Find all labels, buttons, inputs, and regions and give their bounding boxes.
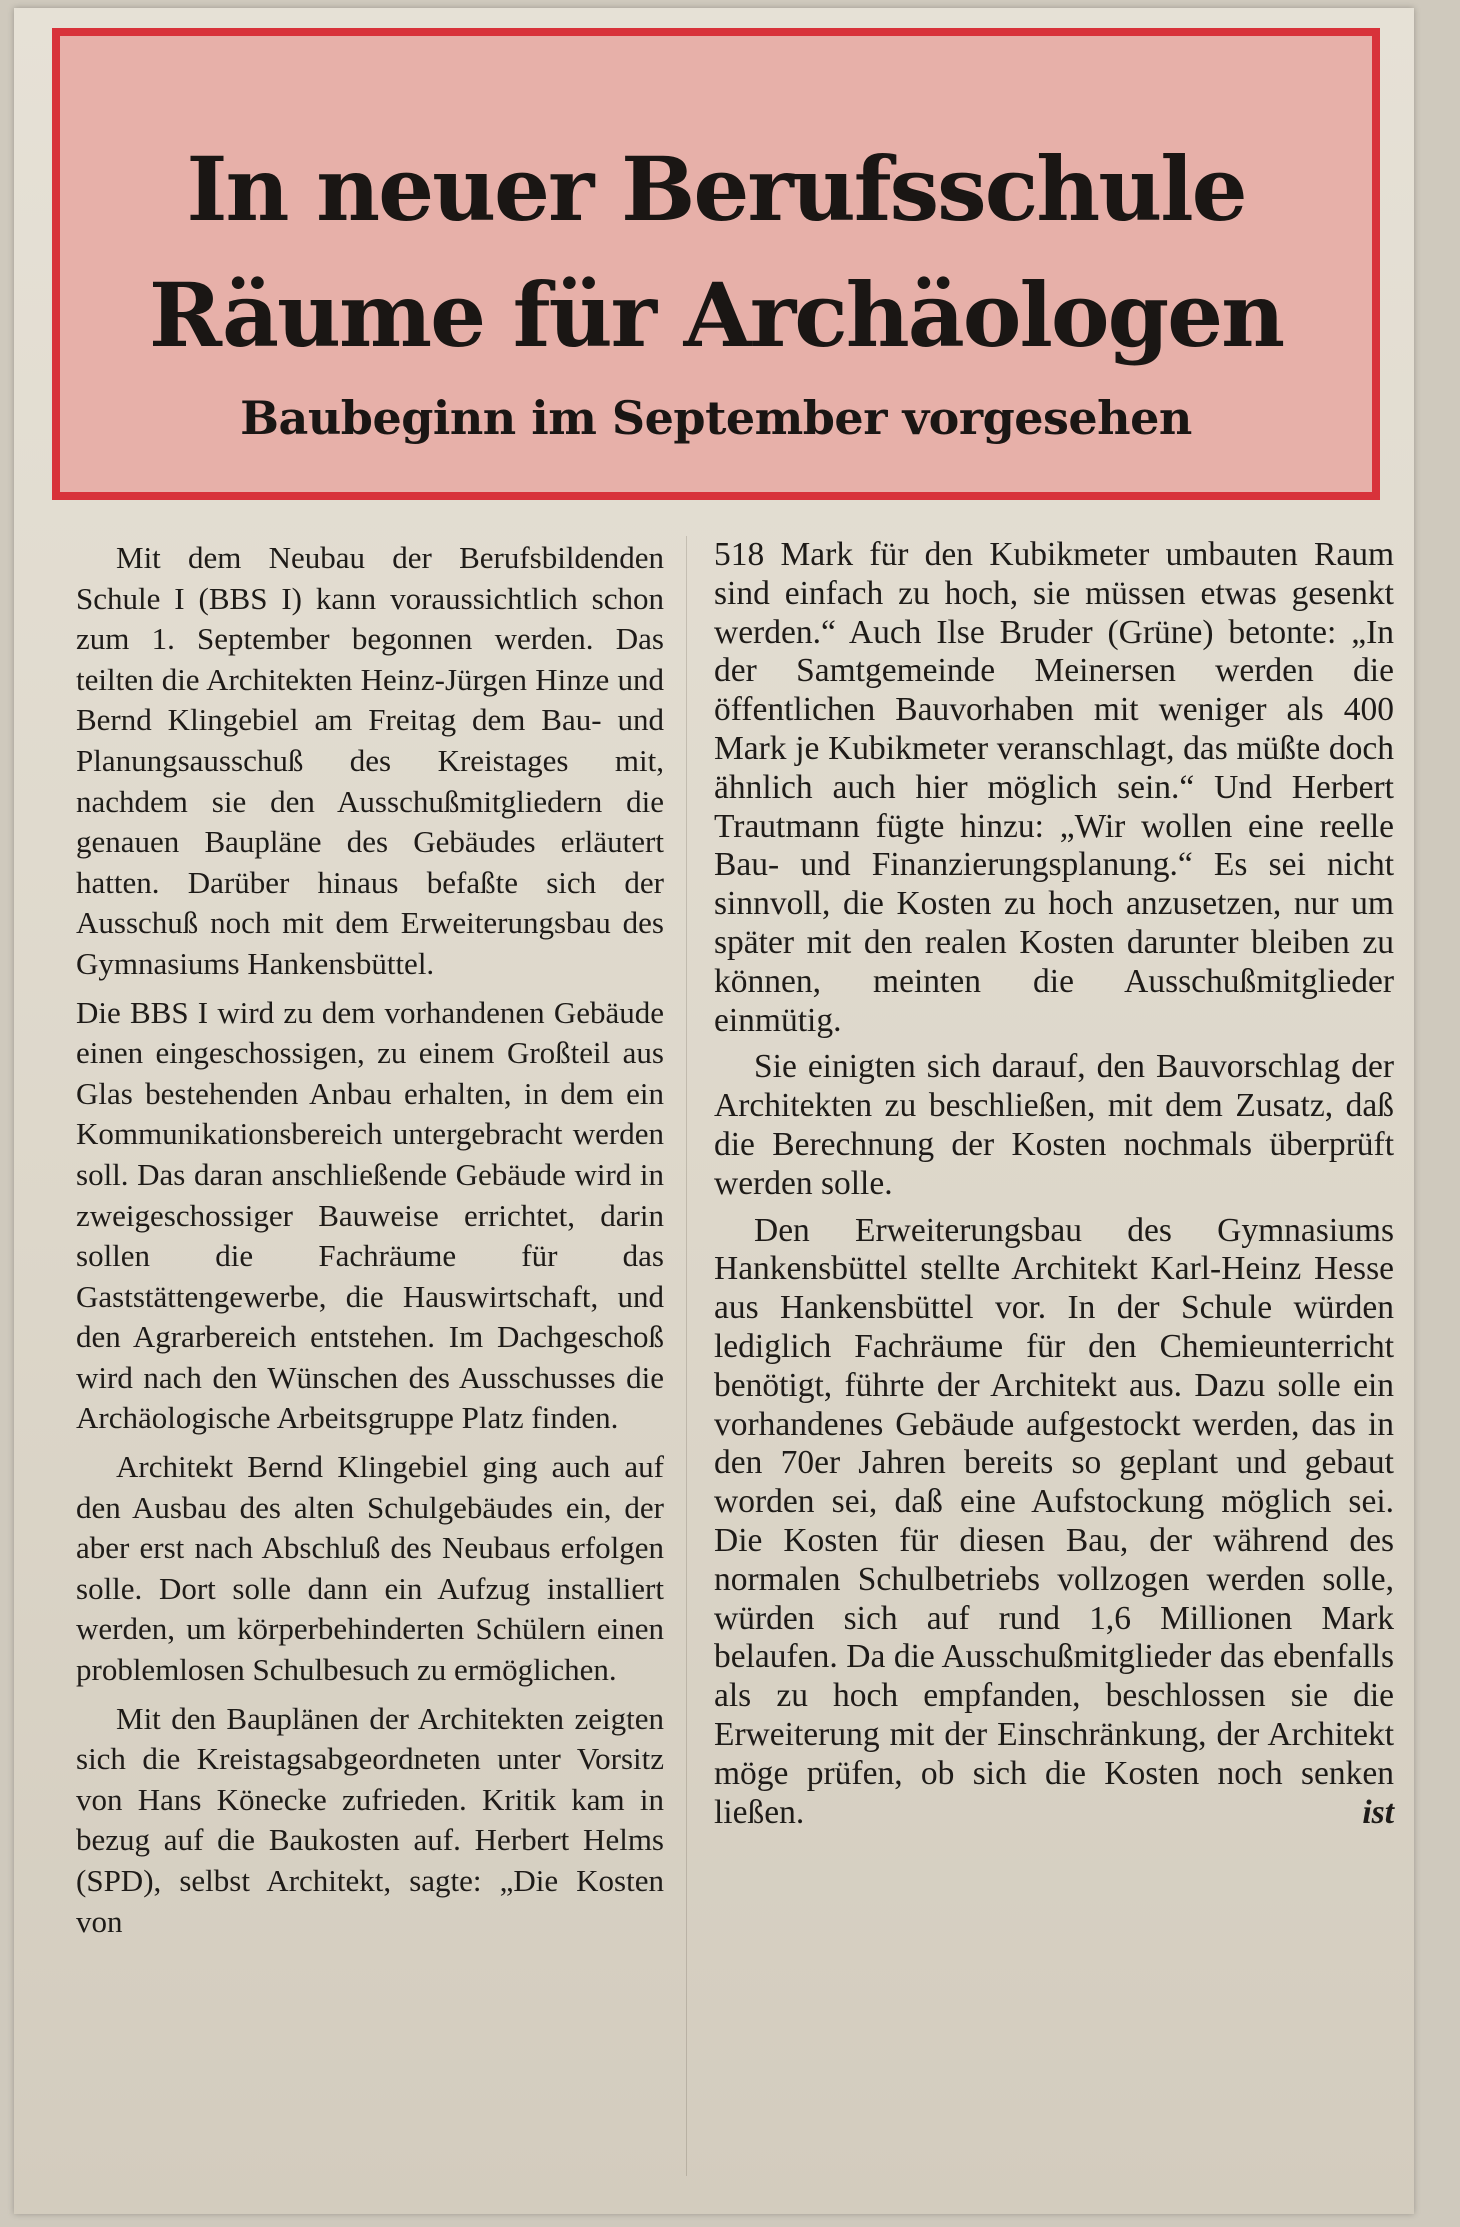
paragraph: Architekt Bernd Klingebiel ging auch auf den Ausbau des alten Schulgebäudes ein, der aber erst nach Abschluß des Neubaus erfolgen solle. Dort solle dann ein Aufzug installiert werden, um körperbehinderten Schülern einen problemlosen Schulbesuch zu ermöglichen. xyxy=(76,1449,664,1688)
paragraph: Mit den Bauplänen der Architekten zeigten sich die Kreistagsabgeordneten unter Vorsitz von Hans Könecke zufrieden. Kritik kam in bezug auf die Baukosten auf. Herbert Helms (SPD), selbst Architekt, sagte: „Die Kosten von xyxy=(76,1700,664,1939)
paragraph: Sie einigten sich darauf, den Bauvorschlag der Architekten zu beschließen, mit dem Zusatz, daß die Berechnung der Kosten nochmals überprüft werden solle. xyxy=(714,1048,1394,1202)
paragraph-last xyxy=(714,1212,1394,1833)
newspaper-clipping xyxy=(14,8,1414,2214)
headline xyxy=(60,126,1372,378)
paragraph: Mit dem Neubau der Berufsbildenden Schule I (BBS I) kann voraussichtlich schon zum 1. September begonnen werden. Das teilten die Architekten Heinz-Jürgen Hinze und Bernd Klingebiel am Freitag dem Bau- und Planungsausschuß des Kreistages mit, nachdem sie den Ausschußmitgliedern die genauen Baupläne des Gebäudes erläutert hatten. Darüber hinaus befaßte sich der Ausschuß noch mit dem Erweiterungsbau des Gymnasiums Hankensbüttel. xyxy=(76,540,664,981)
article-column-right xyxy=(714,536,1394,1840)
headline-box xyxy=(52,28,1380,500)
paragraph: 518 Mark für den Kubikmeter umbauten Raum sind einfach zu hoch, sie müssen etwas gesenkt werden.“ Auch Ilse Bruder (Grüne) betonte: „In der Samtgemeinde Meinersen werden die öffentlichen Bauvorhaben mit weniger als 400 Mark je Kubikmeter veranschlagt, das müßte doch ähnlich auch hier möglich sein.“ Und Herbert Trautmann fügte hinzu: „Wir wollen eine reelle Bau- und Finanzierungsplanung.“ Es sei nicht sinnvoll, die Kosten zu hoch anzusetzen, nur um später mit den realen Kosten darunter bleiben zu können, meinten die Ausschußmitglieder einmütig. xyxy=(714,536,1394,1039)
column-divider xyxy=(686,536,687,2176)
paragraph: Die BBS I wird zu dem vorhandenen Gebäude einen eingeschossigen, zu einem Großteil aus Glas bestehenden Anbau erhalten, in dem ein Kommunikationsbereich untergebracht werden soll. Das daran anschließende Gebäude wird in zweigeschossiger Bauweise errichtet, darin sollen die Fachräume für das Gaststättengewerbe, die Hauswirtschaft, und den Agrarbereich entstehen. Im Dachgeschoß wird nach den Wünschen des Ausschusses die Archäologische Arbeitsgruppe Platz finden. xyxy=(76,994,664,1436)
headline-line-1: In neuer Berufsschule xyxy=(186,137,1246,241)
author-signature: ist xyxy=(1362,1793,1394,1831)
article-column-left xyxy=(76,538,664,1950)
subheadline: Baubeginn im September vorgesehen xyxy=(240,391,1192,445)
headline-line-2: Räume für Archäologen xyxy=(148,263,1284,367)
paragraph-text: Den Erweiterungsbau des Gymnasiums Hankensbüttel stellte Architekt Karl-Heinz Hesse aus Hankensbüttel vor. In der Schule würden lediglich Fachräume für den Chemieunterricht benötigt, führte der Architekt aus. Dazu solle ein vorhandenes Gebäude aufgestockt werden, das in den 70er Jahren bereits so geplant und gebaut worden sei, daß eine Aufstockung möglich sei. Die Kosten für diesen Bau, der während des normalen Schulbetriebs vollzogen werden solle, würden sich auf rund 1,6 Millionen Mark belaufen. Da die Ausschußmitglieder das ebenfalls als zu hoch empfanden, beschlossen sie die Erweiterung mit der Einschränkung, der Architekt möge prüfen, ob sich die Kosten noch senken ließen. xyxy=(714,1211,1394,1831)
